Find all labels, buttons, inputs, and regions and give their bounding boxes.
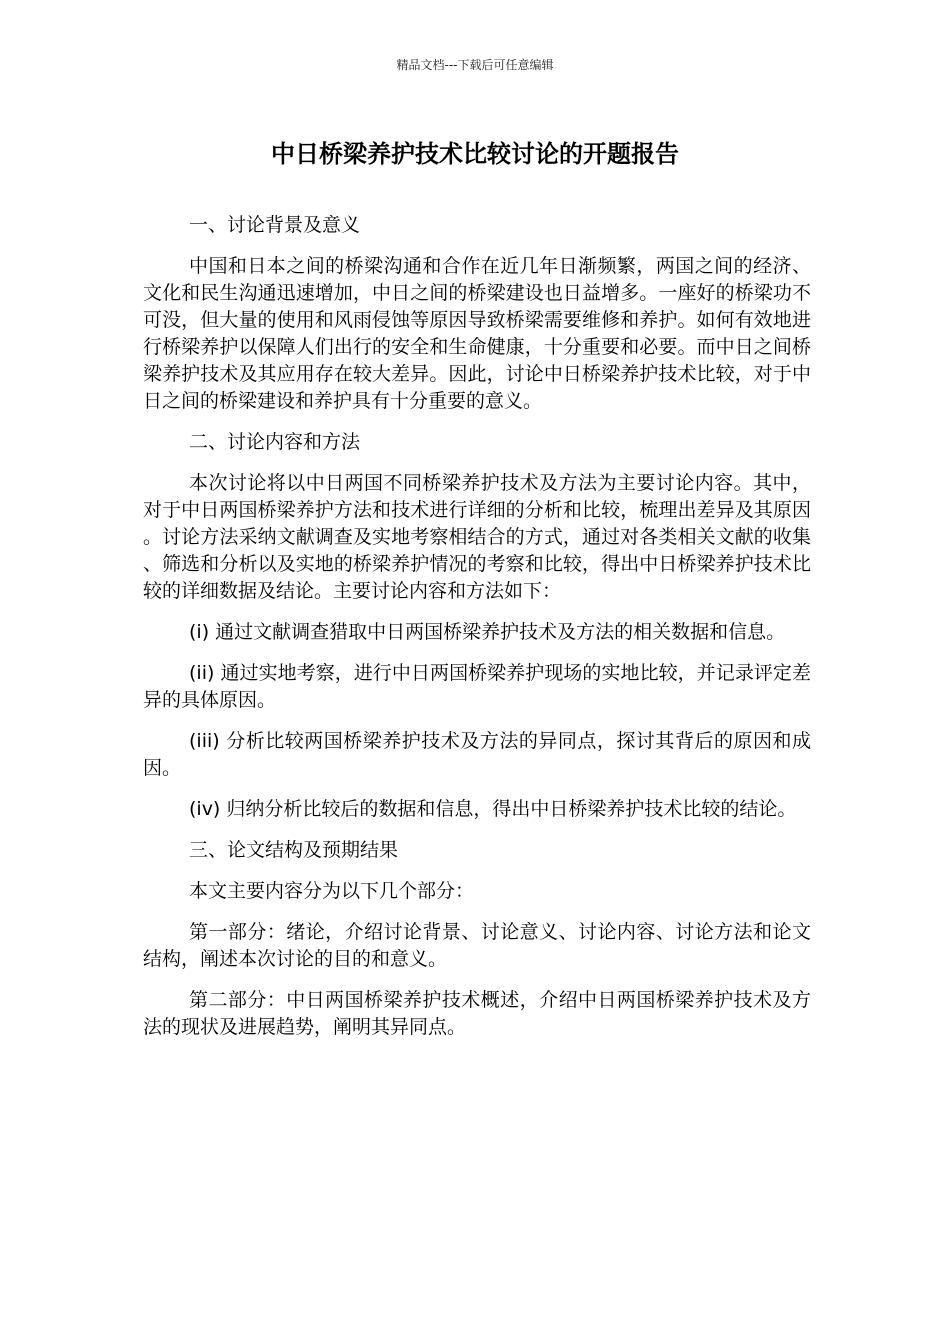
section-heading-structure: 三、论文结构及预期结果 — [189, 839, 399, 861]
document-body — [143, 212, 811, 1041]
section-heading-background: 一、讨论背景及意义 — [189, 214, 361, 236]
paragraph-part-one: 第一部分：绪论，介绍讨论背景、讨论意义、讨论内容、讨论方法和论文结构，阐述本次讨论的目的和意义。 — [143, 921, 811, 970]
section-heading-content-method: 二、讨论内容和方法 — [189, 431, 361, 453]
paragraph-structure-intro: 本文主要内容分为以下几个部分： — [189, 880, 475, 902]
paragraph-content-method: 本次讨论将以中日两国不同桥梁养护技术及方法为主要讨论内容。其中，对于中日两国桥梁养护方法和技术进行详细的分析和比较，梳理出差异及其原因。讨论方法采纳文献调查及实地考察相结合的方式，通过对各类相关文献的收集、筛选和分析以及实地的桥梁养护情况的考察和比较，得出中日桥梁养护技术比较的详细数据及结论。主要讨论内容和方法如下： — [143, 472, 811, 602]
list-item-method-2: (ii) 通过实地考察，进行中日两国桥梁养护现场的实地比较，并记录评定差异的具体原因。 — [143, 662, 811, 711]
paragraph-background: 中国和日本之间的桥梁沟通和合作在近几年日渐频繁，两国之间的经济、文化和民生沟通迅速增加，中日之间的桥梁建设也日益增多。一座好的桥梁功不可没，但大量的使用和风雨侵蚀等原因导致桥梁需要维修和养护。如何有效地进行桥梁养护以保障人们出行的安全和生命健康，十分重要和必要。而中日之间桥梁养护技术及其应用存在较大差异。因此，讨论中日桥梁养护技术比较，对于中日之间的桥梁建设和养护具有十分重要的意义。 — [143, 255, 811, 412]
list-item-method-3: (iii) 分析比较两国桥梁养护技术及方法的异同点，探讨其背后的原因和成因。 — [143, 730, 811, 779]
page-header: 精品文档---下载后可任意编辑 — [396, 58, 554, 72]
list-item-method-4: (iv) 归纳分析比较后的数据和信息，得出中日桥梁养护技术比较的结论。 — [189, 798, 797, 820]
paragraph-part-two: 第二部分：中日两国桥梁养护技术概述，介绍中日两国桥梁养护技术及方法的现状及进展趋势，阐明其异同点。 — [143, 989, 811, 1038]
document-title: 中日桥梁养护技术比较讨论的开题报告 — [271, 140, 679, 168]
list-item-method-1: (i) 通过文献调查猎取中日两国桥梁养护技术及方法的相关数据和信息。 — [189, 621, 786, 643]
